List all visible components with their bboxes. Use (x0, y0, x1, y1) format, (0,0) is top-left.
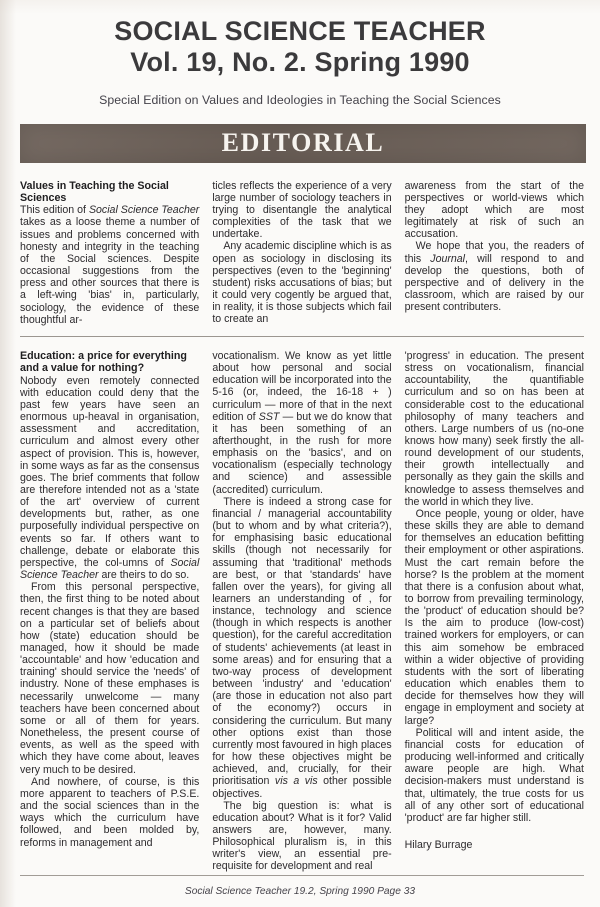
editorial-banner (20, 124, 586, 163)
column-2 (212, 180, 391, 326)
editorial-banner-label: EDITORIAL (221, 128, 385, 158)
three-column-layout (20, 350, 584, 873)
section-divider (20, 336, 584, 337)
paragraph (20, 204, 199, 326)
column-3 (405, 180, 584, 314)
paragraph (20, 375, 199, 582)
section-heading-education: Education: a price for everything and a value for nothing? (20, 349, 187, 374)
text-run: There is indeed a strong case for financial / managerial accountability (but to whom and by what criteria?), for emphasising basic educational skills (though not necessarily for assuming that 'traditional' methods are best, or that 'standards' have fallen over the years), for giving all learners an understanding of , for instance, technology and science (though in which respects is another question), for the careful accreditation of students' achievements (at least in some areas) and for ensuring that a two-way process of development between 'industry' and 'education' (are those in education not also part of the economy?) occurs in considering the curriculum. But many other options exist than those currently most favoured in high places for how these objectives might be achieved, and, crucially, for their prioritisation (212, 495, 392, 788)
editorial-banner-wrap (20, 124, 586, 163)
journal-subtitle: Special Edition on Values and Ideologies in Teaching the Social Sciences (99, 92, 501, 107)
paragraph: And nowhere, of course, is this more apparent to teachers of P.S.E. and the social sciences than in the ways which the curriculum have followed, and been molded by, reforms in management and (20, 775, 200, 849)
paragraph: awareness from the start of the perspectives or world-views which they adopt which are most legitimately at risk of such an accusation. (404, 179, 584, 241)
paragraph: Political will and intent aside, the financial costs for education of producing well-informed and critically aware people are high. What decision-makers must understand is that, ultimately, the true costs for us all of any other sort of educational 'product' are far higher still. (404, 726, 584, 824)
paragraph: 'progress' in education. The present stress on vocationalism, financial accountability, the quantifiable curriculum and so on has been at considerable cost to the educational philosophy of many teachers and others. Large numbers of us (no-one knows how many) seek firstly the all-round development of our students, their growth intellectually and personally as they gain the skills and knowledge to assess themselves and the world in which they live. (404, 349, 584, 508)
paragraph (212, 350, 391, 496)
article-section-values (0, 180, 600, 326)
italic-phrase-run: vis a vis (274, 775, 318, 788)
italic-title-run: Social Science Teacher (88, 204, 200, 217)
text-run: vocationalism. We know as yet little about how personal and social education will be incorporated into the 5-16 (or, indeed, the 16-18 + ) curriculum — more of that in the next edition of (212, 349, 392, 423)
text-run: other possible objectives. (212, 775, 392, 800)
italic-title-run: Social Science Teacher (20, 556, 200, 582)
text-run: are theirs to do so. (98, 569, 190, 582)
column-3 (405, 350, 584, 851)
paragraph: From this personal perspective, then, the first thing to be noted about recent changes is that they are based on a particular set of beliefs about how (state) education should be managed, how it should be made 'accountable' and how 'education and training' should service the 'needs' of industry. None of these emphases is necessarily unwelcome — many teachers have been concerned about some or all of them for years. Nonetheless, the present course of events, as well as the speed with which they have come about, leaves very much to be desired. (20, 581, 200, 776)
paragraph: The big question is: what is education about? What is it for? Valid answers are, however, many. Philosophical pluralism is, in this writer's view, an essential pre-requisite for development and real (212, 799, 392, 873)
page-footer: Social Science Teacher 19.2, Spring 1990 Page 33 (184, 886, 416, 897)
paragraph (405, 240, 584, 313)
column-1 (20, 180, 199, 326)
journal-volume-issue: Vol. 19, No. 2. Spring 1990 (130, 47, 470, 78)
paragraph (212, 496, 391, 800)
author-byline: Hilary Burrage (404, 838, 473, 851)
paragraph: Once people, young or older, have these skills they are able to demand for themselves an education befitting their employment or other aspirations. Must the cart remain before the horse? Is the problem at the moment that there is a confusion about what, to borrow from prevailing terminology, the 'product' of education should be? Is the aim to produce (low-cost) trained workers for employers, or can this aim somehow be embraced within a wider objective of providing students with the sort of liberating education which enables them to decide for themselves how they will engage in employment and society at large? (404, 507, 584, 727)
journal-title: SOCIAL SCIENCE TEACHER (114, 16, 486, 46)
text-run: Nobody even remotely connected with education could deny that the past few years have seen an enormous up-heaval in organisation, assessment and accreditation, curriculum and almost every other aspect of provision. This is, however, in some ways as far as the consensus goes. The brief comments that follow are therefore intended not as a 'state of the art' overview of current developments but, rather, as one purposefully individual perspective on events so far. If others want to challenge, debate or elaborate this perspective, the col- (20, 374, 200, 569)
paragraph: ticles reflects the experience of a very large number of sociology teachers in trying to disentangle the analytical complexities of the task that we undertake. (212, 179, 392, 241)
text-run: We hope that you, the readers of this (404, 240, 584, 265)
footer-divider (20, 875, 584, 876)
text-run: This edition of (20, 204, 89, 217)
column-1 (20, 350, 199, 849)
text-run: — but we do know that it has been something of an afterthought, in the rush for more emphasis on the 'basics', and on vocationalism (especially technology and science) and assessible (accredited) curriculum. (212, 410, 392, 496)
text-run: , will respond to and develop the questions, both of perspective and of delivery in the classroom, which are raised by our present contributers. (404, 252, 584, 314)
three-column-layout (20, 180, 584, 326)
italic-title-run: SST (258, 410, 280, 423)
text-run: takes as a loose theme a number of issues and problems concerned with honesty and integrity in the teaching of the Social sciences. Despite occasional suggestions from the press and other sources that there is a left-wing 'bias' in, particularly, sociology, the evidence of these thoughtful ar- (20, 216, 200, 326)
section-heading-values: Values in Teaching the Social Sciences (20, 179, 169, 204)
masthead (0, 0, 600, 107)
italic-title-run: Journal (430, 252, 466, 265)
article-section-education (0, 350, 600, 873)
column-2 (212, 350, 391, 873)
text-run: umns of (122, 556, 171, 569)
paragraph: Any academic discipline which is as open as sociology in disclosing its perspectives (even to the 'beginning' student) risks accusations of bias; but it could very cogently be argued that, in reality, it is those subjects which fail to create an (212, 240, 392, 326)
